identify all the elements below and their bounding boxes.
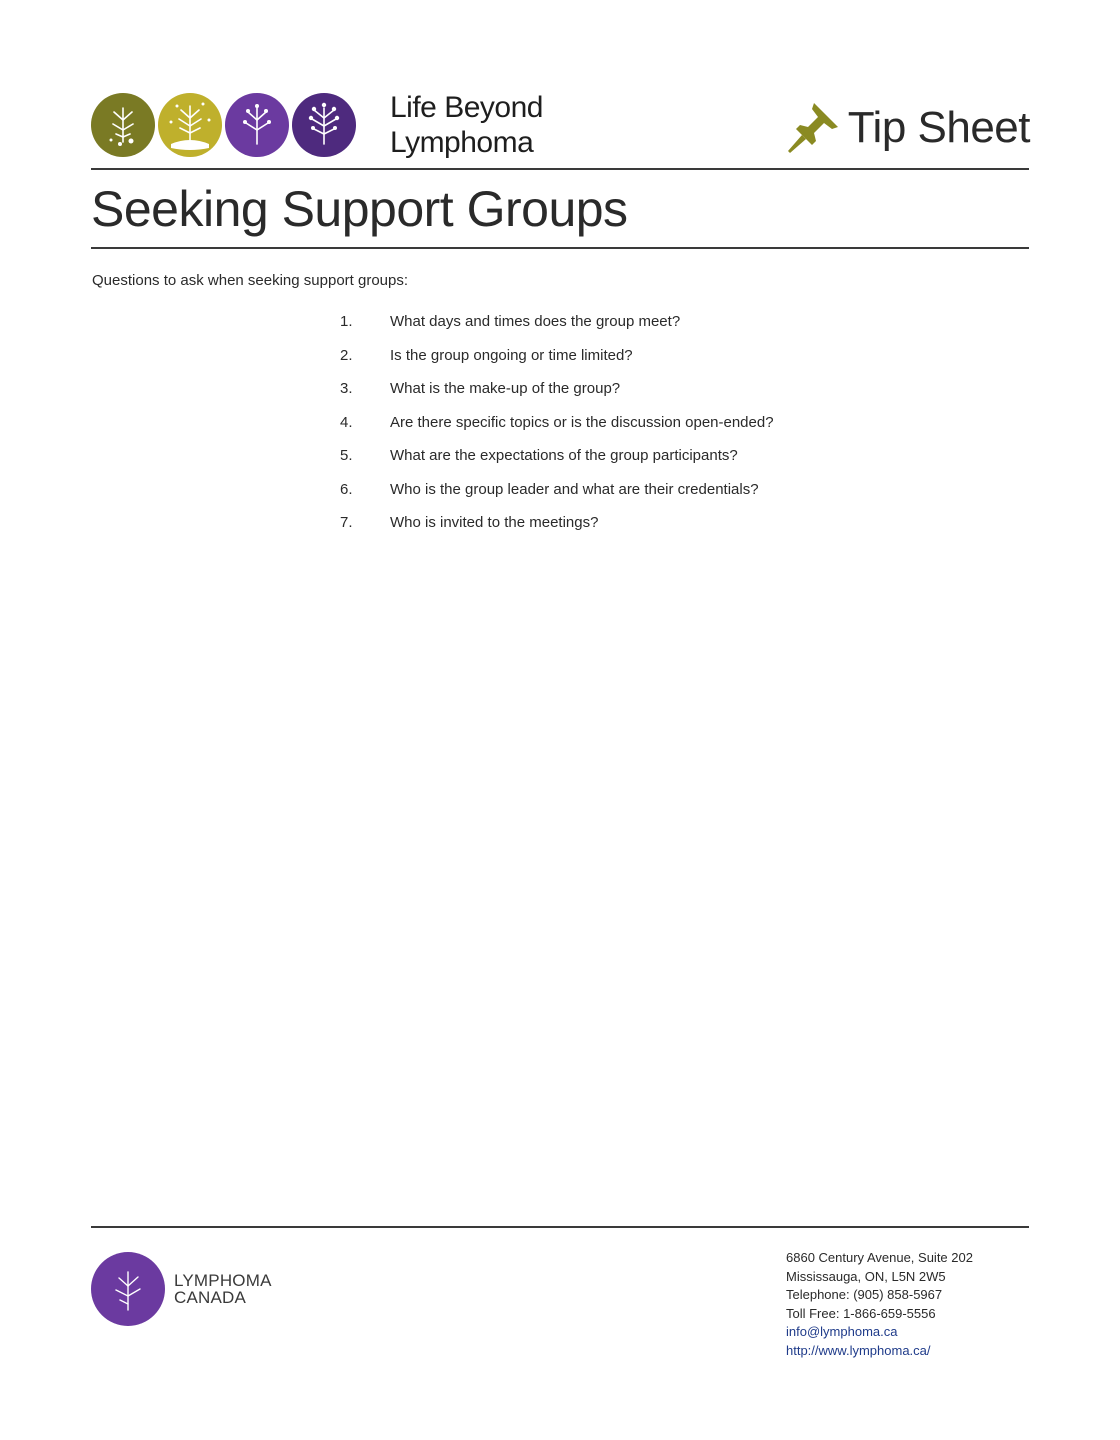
tip-sheet-label: Tip Sheet [847,103,1030,152]
list-item [340,414,774,448]
list-item-text: Who is invited to the meetings? [390,514,599,531]
pushpin-icon [784,99,842,157]
org-name-line-2: CANADA [174,1288,247,1307]
list-item-text: What are the expectations of the group participants? [390,447,738,464]
intro-text: Questions to ask when seeking support groups: [92,272,409,289]
org-name [174,1272,272,1306]
list-item-number: 2. [340,346,353,364]
list-item [340,380,774,414]
header-divider [91,168,1029,170]
list-item-number: 7. [340,514,353,531]
list-item [340,313,774,347]
list-item-number: 3. [340,380,353,397]
org-name-line-1: LYMPHOMA [174,1271,272,1290]
telephone: Telephone: (905) 858-5967 [786,1287,943,1302]
list-item [340,481,774,515]
list-item-number: 4. [340,413,353,431]
list-item [340,514,774,548]
list-item-text: What is the make-up of the group? [390,380,621,397]
page-title: Seeking Support Groups [91,181,628,237]
list-item [340,347,774,381]
website-link[interactable]: http://www.lymphoma.ca/ [786,1342,931,1358]
list-item-text: Are there specific topics or is the discussion open-ended? [390,413,774,431]
list-item-text: Who is the group leader and what are their credentials? [390,480,759,498]
tree-circle-olive-icon [91,93,155,157]
header-logo-circles [91,92,357,158]
contact-info [786,1249,973,1360]
address-line-1: 6860 Century Avenue, Suite 202 [786,1250,973,1265]
tip-sheet-heading [784,98,1030,158]
footer-divider [91,1226,1029,1228]
tagline-line-2: Lymphoma [390,126,534,159]
title-divider [91,247,1029,249]
list-item-number: 1. [340,313,353,330]
list-item-text: What days and times does the group meet? [390,313,681,330]
list-item-number: 5. [340,447,353,464]
toll-free: Toll Free: 1-866-659-5556 [786,1305,936,1321]
questions-list [340,313,774,548]
list-item-text: Is the group ongoing or time limited? [390,346,633,364]
list-item [340,447,774,481]
lymphoma-canada-tree-icon [91,1252,165,1326]
tree-circle-dark-purple-icon [292,93,356,157]
tree-circle-yellow-icon [158,93,222,157]
email-link[interactable]: info@lymphoma.ca [786,1324,898,1339]
tree-circle-purple-icon [225,93,289,157]
footer-org-logo [91,1252,272,1326]
header-tagline [390,90,543,160]
address-line-2: Mississauga, ON, L5N 2W5 [786,1268,946,1284]
tagline-line-1: Life Beyond [390,91,543,124]
list-item-number: 6. [340,480,353,498]
